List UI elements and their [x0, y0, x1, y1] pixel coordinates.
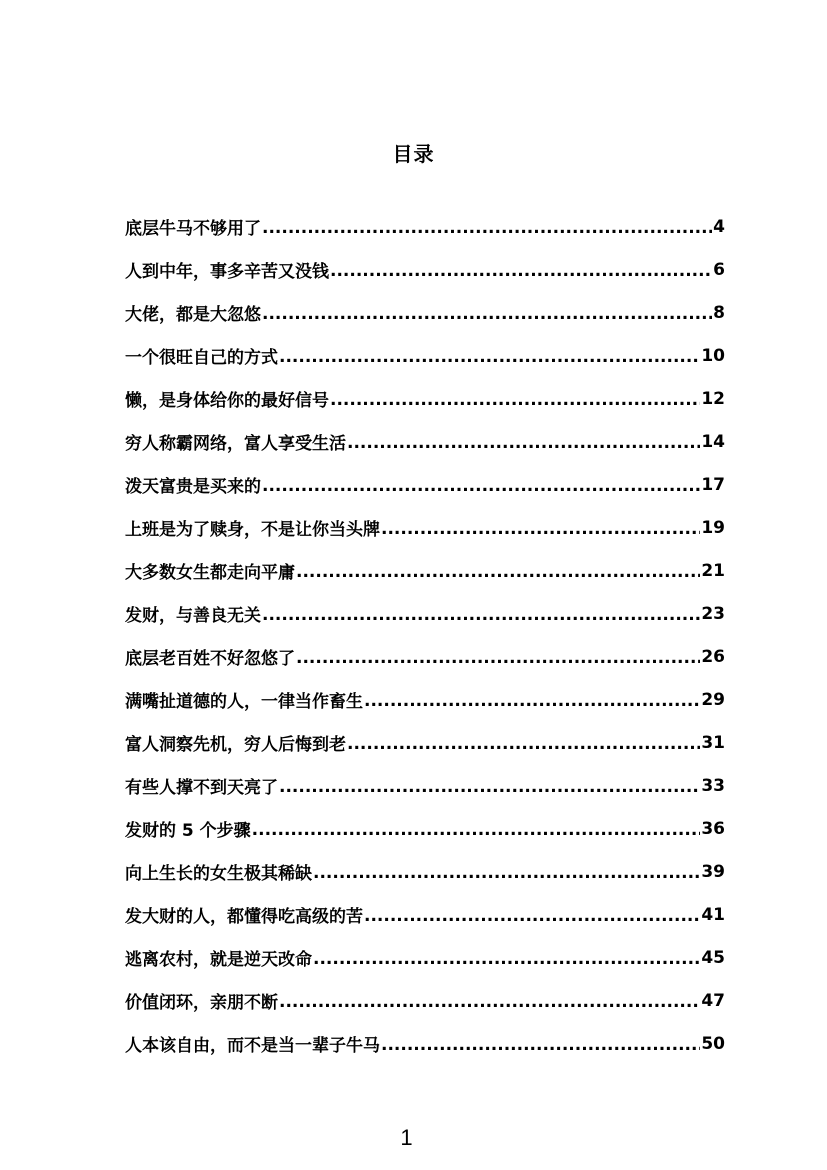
toc-entry[interactable]: [125, 979, 725, 1022]
toc-leader-dots: [279, 777, 700, 797]
page-title: 目录: [392, 142, 435, 166]
toc-entry-page: 39: [701, 861, 725, 882]
toc-entry[interactable]: [125, 721, 725, 764]
toc-leader-dots: [252, 820, 701, 840]
toc-entry-page: 50: [701, 1033, 725, 1054]
toc-entry-page: 45: [701, 947, 725, 968]
toc-entry[interactable]: [125, 893, 725, 936]
toc-entry-title: 价值闭环，亲朋不断: [125, 993, 278, 1013]
toc-leader-dots: [313, 863, 700, 883]
toc-entry-page: 21: [701, 560, 725, 581]
toc-entry-title: 人本该自由，而不是当一辈子牛马: [125, 1036, 380, 1056]
toc-entry-page: 17: [701, 474, 725, 495]
toc-leader-dots: [279, 992, 700, 1012]
toc-entry-title: 发财的 5 个步骤: [125, 821, 251, 841]
toc-entry[interactable]: [125, 635, 725, 678]
toc-entry-title: 上班是为了赎身，不是让你当头牌: [125, 520, 380, 540]
toc-entry-title: 泼天富贵是买来的: [125, 477, 261, 497]
toc-leader-dots: [296, 648, 700, 668]
toc-entry-title: 逃离农村，就是逆天改命: [125, 950, 312, 970]
toc-leader-dots: [262, 218, 712, 238]
toc-entry-page: 33: [701, 775, 725, 796]
toc-entry[interactable]: [125, 807, 725, 850]
toc-entry-page: 10: [701, 345, 725, 366]
toc-entry-page: 47: [701, 990, 725, 1011]
toc-leader-dots: [313, 949, 700, 969]
toc-leader-dots: [262, 476, 700, 496]
toc-entry-page: 29: [701, 689, 725, 710]
toc-entry[interactable]: [125, 549, 725, 592]
toc-entry-page: 12: [701, 388, 725, 409]
toc-entry-title: 富人洞察先机，穷人后悔到老: [125, 735, 346, 755]
toc-entry-page: 31: [701, 732, 725, 753]
toc-entry-title: 穷人称霸网络，富人享受生活: [125, 434, 346, 454]
toc-entry-page: 8: [713, 302, 725, 323]
toc-entry-title: 有些人撑不到天亮了: [125, 778, 278, 798]
toc-entry-page: 23: [701, 603, 725, 624]
toc-leader-dots: [381, 1035, 700, 1055]
toc-leader-dots: [381, 519, 700, 539]
toc-entry-page: 14: [701, 431, 725, 452]
toc-entry-title: 大佬，都是大忽悠: [125, 305, 261, 325]
toc-leader-dots: [347, 734, 700, 754]
table-of-contents: [125, 205, 725, 1065]
toc-entry-title: 人到中年，事多辛苦又没钱: [125, 262, 329, 282]
toc-entry[interactable]: [125, 248, 725, 291]
toc-entry-title: 底层牛马不够用了: [125, 219, 261, 239]
toc-entry-page: 26: [701, 646, 725, 667]
toc-leader-dots: [347, 433, 700, 453]
toc-leader-dots: [262, 605, 700, 625]
toc-entry-title: 底层老百姓不好忽悠了: [125, 649, 295, 669]
toc-entry[interactable]: [125, 334, 725, 377]
toc-entry[interactable]: [125, 850, 725, 893]
toc-entry-title: 大多数女生都走向平庸: [125, 563, 295, 583]
toc-leader-dots: [364, 906, 700, 926]
toc-entry[interactable]: [125, 463, 725, 506]
toc-entry-page: 19: [701, 517, 725, 538]
toc-entry-title: 满嘴扯道德的人，一律当作畜生: [125, 692, 363, 712]
toc-entry-page: 6: [713, 259, 725, 280]
toc-entry[interactable]: [125, 506, 725, 549]
toc-entry[interactable]: [125, 1022, 725, 1065]
toc-entry-page: 4: [713, 216, 725, 237]
toc-entry-page: 36: [701, 818, 725, 839]
page-number: 1: [400, 1125, 413, 1150]
toc-entry[interactable]: [125, 936, 725, 979]
toc-entry[interactable]: [125, 420, 725, 463]
toc-entry[interactable]: [125, 377, 725, 420]
toc-leader-dots: [364, 691, 700, 711]
toc-entry[interactable]: [125, 678, 725, 721]
toc-entry-title: 发大财的人，都懂得吃高级的苦: [125, 907, 363, 927]
toc-entry-title: 发财，与善良无关: [125, 606, 261, 626]
toc-leader-dots: [262, 304, 712, 324]
toc-entry-title: 一个很旺自己的方式: [125, 348, 278, 368]
toc-entry[interactable]: [125, 205, 725, 248]
toc-leader-dots: [330, 390, 700, 410]
toc-entry[interactable]: [125, 592, 725, 635]
toc-entry-title: 向上生长的女生极其稀缺: [125, 864, 312, 884]
toc-entry-title: 懒，是身体给你的最好信号: [125, 391, 329, 411]
toc-leader-dots: [279, 347, 700, 367]
toc-leader-dots: [296, 562, 700, 582]
toc-entry-page: 41: [701, 904, 725, 925]
toc-leader-dots: [330, 261, 712, 281]
toc-entry[interactable]: [125, 764, 725, 807]
toc-entry[interactable]: [125, 291, 725, 334]
